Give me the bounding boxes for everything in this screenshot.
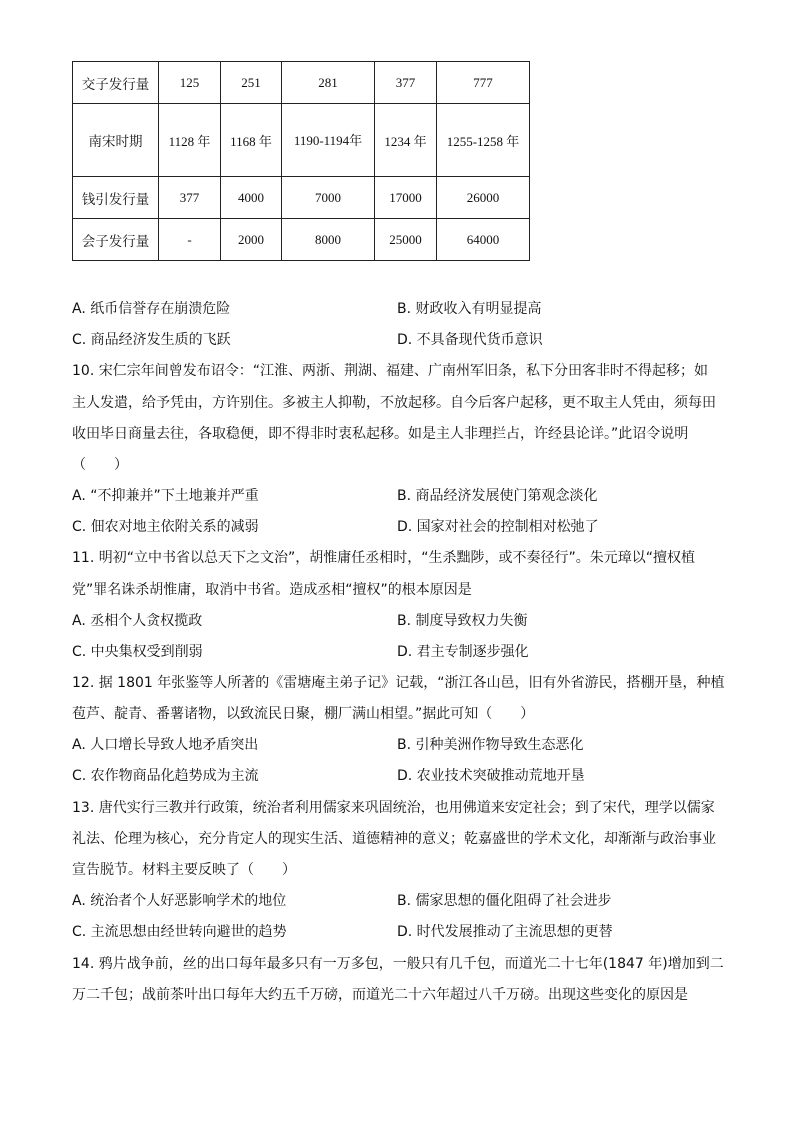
table-row: [73, 104, 530, 177]
q10-option-b: B. 商品经济发展使门第观念淡化: [397, 488, 598, 504]
table-cell: 2000: [221, 219, 282, 261]
q12-option-c: C. 农作物商品化趋势成为主流: [72, 768, 259, 784]
q13-option-d: D. 时代发展推动了主流思想的更替: [397, 924, 613, 940]
table-cell: 17000: [375, 177, 437, 219]
q12-option-d: D. 农业技术突破推动荒地开垦: [397, 768, 585, 784]
table-cell: 64000: [437, 219, 530, 261]
q11-stem-line: 党”罪名诛杀胡惟庸，取消中书省。造成丞相“擅权”的根本原因是: [72, 582, 472, 598]
q13-stem-line: 13. 唐代实行三教并行政策，统治者利用儒家来巩固统治，也用佛道来安定社会；到了宋代，理学以儒家: [72, 800, 715, 816]
table-cell: 125: [159, 62, 221, 104]
row-label: 交子发行量: [73, 62, 159, 104]
q13-stem-line: 礼法、伦理为核心，充分肯定人的现实生活、道德精神的意义；乾嘉盛世的学术文化，却渐渐与政治事业: [72, 831, 716, 847]
q13-option-c: C. 主流思想由经世转向避世的趋势: [72, 924, 287, 940]
table-cell: 251: [221, 62, 282, 104]
q10-stem-line: 收田毕日商量去往，各取稳便，即不得非时衷私起移。如是主人非理拦占，许经县论详。”此诏令说明: [72, 426, 689, 442]
currency-issuance-table: [72, 61, 530, 261]
q9-option-a: A. 纸币信誉存在崩溃危险: [72, 301, 231, 317]
q11-stem-line: 11. 明初“立中书省以总天下之文治”，胡惟庸任丞相时，“生杀黜陟，或不奏径行”。朱元璋以“擅权植: [72, 550, 695, 566]
row-label: 南宋时期: [73, 104, 159, 177]
table-cell: 1234 年: [375, 104, 437, 177]
q11-option-b: B. 制度导致权力失衡: [397, 613, 528, 629]
table-cell: 25000: [375, 219, 437, 261]
q11-option-d: D. 君主专制逐步强化: [397, 644, 529, 660]
row-label: 钱引发行量: [73, 177, 159, 219]
table-cell: 7000: [282, 177, 375, 219]
q12-option-a: A. 人口增长导致人地矛盾突出: [72, 737, 259, 753]
table-cell: 8000: [282, 219, 375, 261]
table-cell: 377: [159, 177, 221, 219]
q9-option-c: C. 商品经济发生质的飞跃: [72, 332, 231, 348]
q13-stem-line: 宣告脱节。材料主要反映了（ ）: [72, 862, 296, 878]
q9-option-b: B. 财政收入有明显提高: [397, 301, 542, 317]
table-cell: 777: [437, 62, 530, 104]
table-row: [73, 219, 530, 261]
table-cell: 377: [375, 62, 437, 104]
q12-stem-line: 12. 据 1801 年张鉴等人所著的《雷塘庵主弟子记》记载，“浙江各山邑，旧有外省游民，搭棚开垦，种植: [72, 675, 725, 691]
table-cell: 281: [282, 62, 375, 104]
q14-stem-line: 万二千包；战前茶叶出口每年大约五千万磅，而道光二十六年超过八千万磅。出现这些变化的原因是: [72, 987, 688, 1003]
q10-option-c: C. 佃农对地主依附关系的减弱: [72, 519, 259, 535]
q10-stem-line: （ ）: [72, 457, 128, 473]
q11-option-a: A. 丞相个人贪权揽政: [72, 613, 203, 629]
q10-option-a: A. “不抑兼并”下土地兼并严重: [72, 488, 259, 504]
q10-stem-line: 主人发遣，给予凭由，方许别住。多被主人抑勒，不放起移。自今后客户起移，更不取主人凭由，须每田: [72, 395, 716, 411]
table-row: [73, 62, 530, 104]
q14-stem-line: 14. 鸦片战争前，丝的出口每年最多只有一万多包，一般只有几千包，而道光二十七年(1847 年)增加到二: [72, 956, 724, 972]
table-cell: -: [159, 219, 221, 261]
q13-option-b: B. 儒家思想的僵化阻碍了社会进步: [397, 893, 612, 909]
table-cell: 1128 年: [159, 104, 221, 177]
table-cell: 4000: [221, 177, 282, 219]
q10-option-d: D. 国家对社会的控制相对松弛了: [397, 519, 599, 535]
table-cell: 1190-1194年: [282, 104, 375, 177]
table-cell: 26000: [437, 177, 530, 219]
q12-stem-line: 苞芦、靛青、番薯诸物，以致流民日聚，棚厂满山相望。”据此可知（ ）: [72, 706, 535, 722]
q11-option-c: C. 中央集权受到削弱: [72, 644, 203, 660]
q10-stem-line: 10. 宋仁宗年间曾发布诏令：“江淮、两浙、荆湖、福建、广南州军旧条，私下分田客非时不得起移；如: [72, 363, 708, 379]
row-label: 会子发行量: [73, 219, 159, 261]
table-cell: 1168 年: [221, 104, 282, 177]
q9-option-d: D. 不具备现代货币意识: [397, 332, 543, 348]
q13-option-a: A. 统治者个人好恶影响学术的地位: [72, 893, 287, 909]
table-cell: 1255-1258 年: [437, 104, 530, 177]
q12-option-b: B. 引种美洲作物导致生态恶化: [397, 737, 584, 753]
table-row: [73, 177, 530, 219]
